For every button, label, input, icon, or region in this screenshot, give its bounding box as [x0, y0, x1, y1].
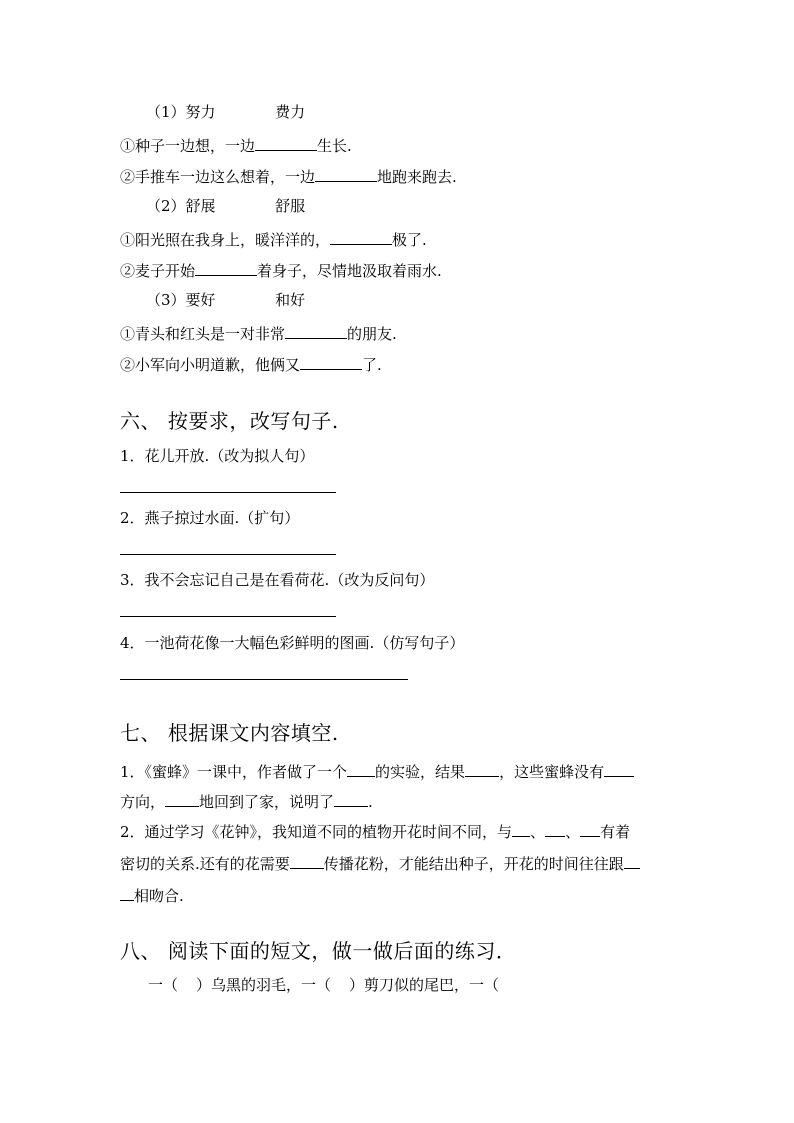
blank[interactable] [465, 760, 499, 777]
question-1-2-text-b: 地跑来跑去. [377, 168, 457, 186]
fill-text: 有着 [600, 823, 631, 841]
fill-text: ，这些蜜蜂没有 [499, 763, 605, 781]
fill-text: 的实验，结果 [375, 763, 466, 781]
word-choice-2-b: 舒服 [275, 197, 306, 215]
answer-line-1[interactable] [120, 492, 336, 493]
question-2-2-text-a: ②麦子开始 [120, 262, 196, 280]
fill-text: 传播花粉，才能结出种子，开花的时间往往跟 [323, 855, 624, 873]
fill-paragraph-2-line-3 [120, 884, 184, 906]
word-choice-3 [146, 290, 305, 310]
question-3-2-text-a: ②小军向小明道歉，他俩又 [120, 356, 301, 374]
blank[interactable] [165, 790, 199, 807]
word-choice-3-b: 和好 [275, 291, 306, 309]
word-choice-1 [146, 102, 305, 122]
fill-text: 相吻合. [134, 887, 184, 905]
fill-text: 地回到了家，说明了 [199, 793, 335, 811]
passage-text: ）剪刀似的尾巴，一（ [349, 976, 500, 994]
blank[interactable] [120, 884, 134, 901]
question-3-1-text-a: ①青头和红头是一对非常 [120, 325, 286, 343]
passage-text: ）乌黑的羽毛，一（ [196, 976, 332, 994]
passage-text: 一（ [148, 976, 179, 994]
reading-passage-line [148, 975, 499, 995]
blank[interactable] [545, 820, 565, 837]
question-1-2-text-a: ②手推车一边这么想着，一边 [120, 168, 316, 186]
rewrite-item-2: 2．燕子掠过水面.（扩句） [120, 509, 300, 527]
blank[interactable] [290, 852, 324, 869]
blank[interactable] [347, 760, 375, 777]
blank[interactable] [512, 820, 530, 837]
blank[interactable] [334, 790, 368, 807]
blank[interactable] [580, 820, 600, 837]
section-6-title: 六、 按要求，改写句子. [120, 409, 339, 433]
fill-paragraph-1-line-1 [120, 760, 634, 782]
word-choice-2-a: （2）舒展 [146, 197, 216, 215]
question-2-2-text-b: 着身子，尽情地汲取着雨水. [257, 262, 442, 280]
word-choice-3-a: （3）要好 [146, 291, 216, 309]
answer-line-2[interactable] [120, 554, 336, 555]
rewrite-item-4: 4．一池荷花像一大幅色彩鲜明的图画.（仿写句子） [120, 634, 465, 652]
blank[interactable] [300, 353, 362, 370]
question-2-2 [120, 259, 442, 281]
question-3-2 [120, 353, 382, 375]
blank[interactable] [604, 760, 634, 777]
fill-paragraph-2-line-2 [120, 852, 640, 874]
fill-paragraph-1-line-2 [120, 790, 373, 812]
answer-line-3[interactable] [120, 616, 336, 617]
word-choice-1-a: （1）努力 [146, 103, 216, 121]
blank[interactable] [315, 165, 377, 182]
fill-text: 密切的关系.还有的花需要 [120, 855, 290, 873]
blank[interactable] [195, 259, 257, 276]
fill-text: 、 [565, 823, 581, 841]
blank[interactable] [285, 322, 347, 339]
question-2-1 [120, 228, 427, 250]
section-7-title: 七、 根据课文内容填空. [120, 721, 339, 745]
question-1-2 [120, 165, 457, 187]
rewrite-item-1: 1．花儿开放.（改为拟人句） [120, 447, 315, 465]
question-3-1 [120, 322, 397, 344]
blank[interactable] [330, 228, 392, 245]
word-choice-1-b: 费力 [275, 103, 306, 121]
question-2-1-text-b: 极了. [392, 231, 427, 249]
word-choice-2 [146, 196, 305, 216]
fill-paragraph-2-line-1 [120, 820, 630, 842]
question-3-1-text-b: 的朋友. [347, 325, 397, 343]
question-2-1-text-a: ①阳光照在我身上，暖洋洋的， [120, 231, 331, 249]
fill-text: 方向， [120, 793, 166, 811]
blank[interactable] [255, 134, 317, 151]
fill-text: . [368, 793, 373, 811]
section-8-title: 八、 阅读下面的短文，做一做后面的练习． [120, 939, 517, 963]
rewrite-item-3: 3．我不会忘记自己是在看荷花.（改为反问句） [120, 571, 435, 589]
question-1-1-text-a: ①种子一边想，一边 [120, 137, 256, 155]
question-3-2-text-b: 了. [362, 356, 382, 374]
fill-text: 2．通过学习《花钟》，我知道不同的植物开花时间不同，与 [120, 823, 513, 841]
fill-text: 、 [530, 823, 546, 841]
question-1-1 [120, 134, 352, 156]
fill-text: 1．《蜜蜂》一课中，作者做了一个 [120, 763, 348, 781]
question-1-1-text-b: 生长. [317, 137, 352, 155]
blank[interactable] [624, 852, 640, 869]
answer-line-4[interactable] [120, 679, 408, 680]
